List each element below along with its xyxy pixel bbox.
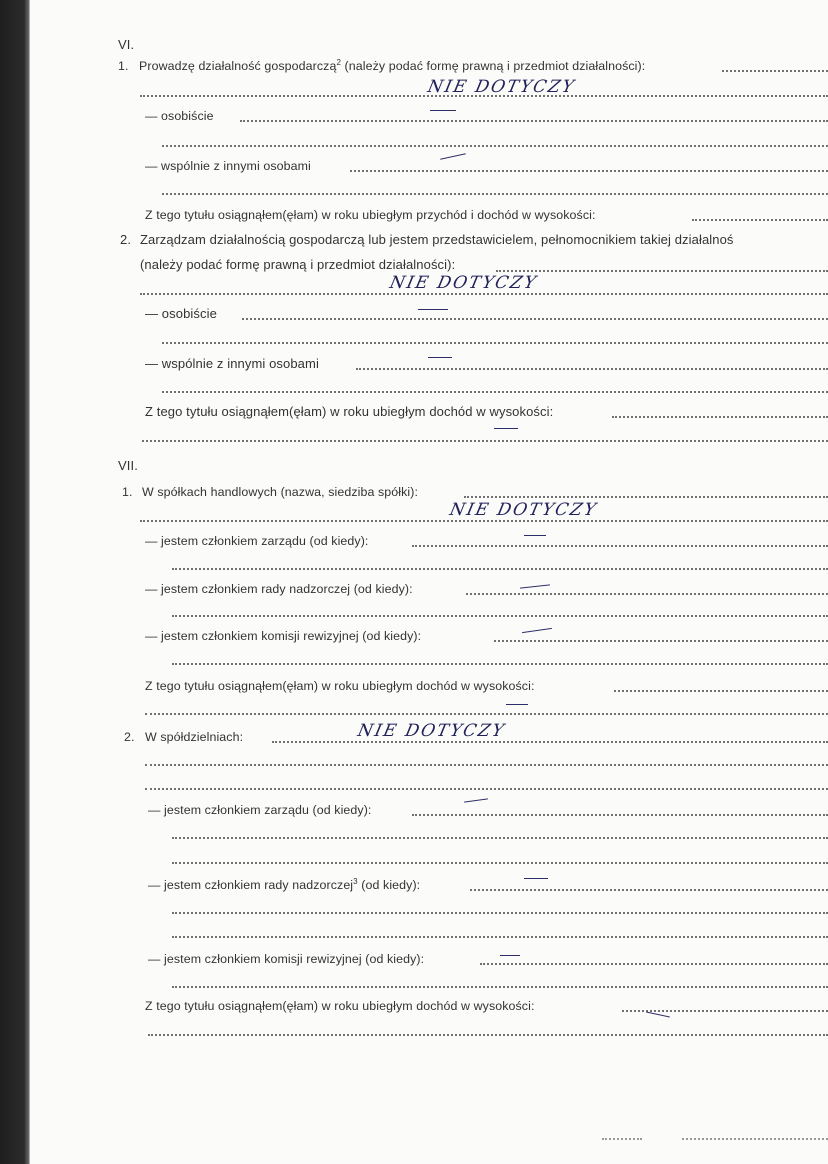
vii-2-komisja-line[interactable]	[172, 986, 828, 988]
vi-2-osobiscie-label: — osobiście	[145, 306, 217, 321]
vii-1-komisja-label: — jestem członkiem komisji rewizyjnej (od kiedy):	[145, 629, 422, 643]
vii-1-number: 1.	[122, 485, 133, 499]
vi-1-osobiscie-line[interactable]	[162, 145, 828, 147]
footer-mark-1	[602, 1138, 642, 1140]
vi-1-wspolnie-label: — wspólnie z innymi osobami	[145, 159, 311, 173]
vii-2-handwritten-answer: NIE DOTYCZY	[355, 721, 508, 741]
vii-2-field-dots[interactable]	[272, 741, 828, 743]
vii-2-income-line[interactable]	[148, 1034, 828, 1036]
vi-1-wspolnie-dots[interactable]	[350, 170, 828, 172]
vii-1-label: W spółkach handlowych (nazwa, siedziba spółki):	[142, 485, 419, 499]
vi-1-osobiscie-label: — osobiście	[145, 109, 214, 123]
vii-2-zarzad-dots[interactable]	[412, 814, 828, 816]
vii-2-zarzad-label: — jestem członkiem zarządu (od kiedy):	[148, 803, 372, 817]
vi-1-osobiscie-dots[interactable]	[240, 120, 828, 122]
section-vii-heading: VII.	[118, 458, 138, 473]
vii-1-komisja-line[interactable]	[172, 663, 828, 665]
vii-2-income-dots[interactable]	[622, 1010, 828, 1012]
vi-2-wspolnie-line[interactable]	[162, 391, 828, 393]
vii-2-rada-label: — jestem członkiem rady nadzorczej$^3$ (od kiedy):	[148, 876, 421, 892]
footer-mark-2	[682, 1138, 828, 1140]
scan-dark-edge	[0, 0, 30, 1164]
vi-2-osobiscie-dash	[418, 309, 448, 310]
vii-2-komisja-dash	[500, 955, 520, 956]
vi-2-osobiscie-line[interactable]	[162, 342, 828, 344]
vii-2-rada-dash	[524, 878, 548, 879]
vii-1-zarzad-dash	[524, 535, 546, 536]
vii-2-zarzad-line-2[interactable]	[172, 862, 828, 864]
vii-2-line-1[interactable]	[145, 764, 828, 766]
vi-2-income-line[interactable]	[142, 440, 828, 442]
vi-1-number: 1.	[118, 59, 129, 73]
vii-1-handwritten-answer: NIE DOTYCZY	[447, 500, 600, 520]
vii-1-income-dots[interactable]	[614, 690, 828, 692]
vii-1-zarzad-line[interactable]	[172, 568, 828, 570]
vi-2-line-1[interactable]	[140, 293, 828, 295]
vii-1-rada-dots[interactable]	[466, 593, 828, 595]
vii-2-rada-line-2[interactable]	[172, 936, 828, 938]
vii-2-zarzad-line-1[interactable]	[172, 837, 828, 839]
section-vi-heading: VI.	[118, 37, 135, 52]
vii-1-rada-line[interactable]	[172, 615, 828, 617]
vii-1-komisja-dots[interactable]	[494, 640, 828, 642]
vii-1-zarzad-label: — jestem członkiem zarządu (od kiedy):	[145, 534, 369, 548]
vii-1-rada-label: — jestem członkiem rady nadzorczej (od kiedy):	[145, 582, 413, 596]
vi-2-wspolnie-label: — wspólnie z innymi osobami	[145, 356, 319, 371]
vii-2-income-label: Z tego tytułu osiągnąłem(ęłam) w roku ubiegłym dochód w wysokości:	[145, 999, 535, 1013]
vi-1-field-dots[interactable]	[722, 70, 828, 72]
vii-2-komisja-dots[interactable]	[480, 963, 828, 965]
vi-1-handwritten-answer: NIE DOTYCZY	[425, 77, 578, 97]
vi-1-osobiscie-dash	[430, 110, 456, 111]
vi-1-income-dots[interactable]	[692, 219, 828, 221]
vi-1-label: Prowadzę działalność gospodarczą$^2$ (należy podać formę prawną i przedmiot działalności):	[139, 57, 646, 73]
vii-2-number: 2.	[124, 730, 135, 744]
vii-1-income-label: Z tego tytułu osiągnąłem(ęłam) w roku ubiegłym dochód w wysokości:	[145, 679, 535, 693]
vi-1-income-label: Z tego tytułu osiągnąłem(ęłam) w roku ubiegłym przychód i dochód w wysokości:	[145, 208, 596, 222]
vi-2-field-dots[interactable]	[496, 270, 828, 272]
vii-1-line-1[interactable]	[140, 520, 828, 522]
vii-1-field-dots[interactable]	[464, 496, 828, 498]
vii-2-line-2[interactable]	[145, 788, 828, 790]
vi-2-wspolnie-dash	[428, 357, 452, 358]
vii-1-income-line[interactable]	[145, 713, 828, 715]
vii-2-rada-line-1[interactable]	[172, 912, 828, 914]
vi-2-label-line-1: Zarządzam działalnością gospodarczą lub jestem przedstawicielem, pełnomocnikiem takiej działalnoś	[140, 232, 734, 247]
vi-2-handwritten-answer: NIE DOTYCZY	[387, 273, 540, 293]
vi-2-income-label: Z tego tytułu osiągnąłem(ęłam) w roku ubiegłym dochód w wysokości:	[145, 404, 554, 419]
vi-2-income-dots[interactable]	[612, 416, 828, 418]
vii-2-komisja-label: — jestem członkiem komisji rewizyjnej (od kiedy):	[148, 952, 425, 966]
vii-2-rada-dots[interactable]	[470, 889, 828, 891]
vi-1-wspolnie-line[interactable]	[162, 193, 828, 195]
vi-2-income-dash	[494, 428, 518, 429]
vii-1-income-dash	[506, 704, 528, 705]
vi-2-wspolnie-dots[interactable]	[356, 368, 828, 370]
vi-2-label-line-2: (należy podać formę prawną i przedmiot działalności):	[140, 257, 456, 272]
vii-1-zarzad-dots[interactable]	[412, 545, 828, 547]
vi-2-osobiscie-dots[interactable]	[242, 318, 828, 320]
vi-2-number: 2.	[120, 232, 132, 247]
vii-2-label: W spółdzielniach:	[145, 730, 244, 744]
